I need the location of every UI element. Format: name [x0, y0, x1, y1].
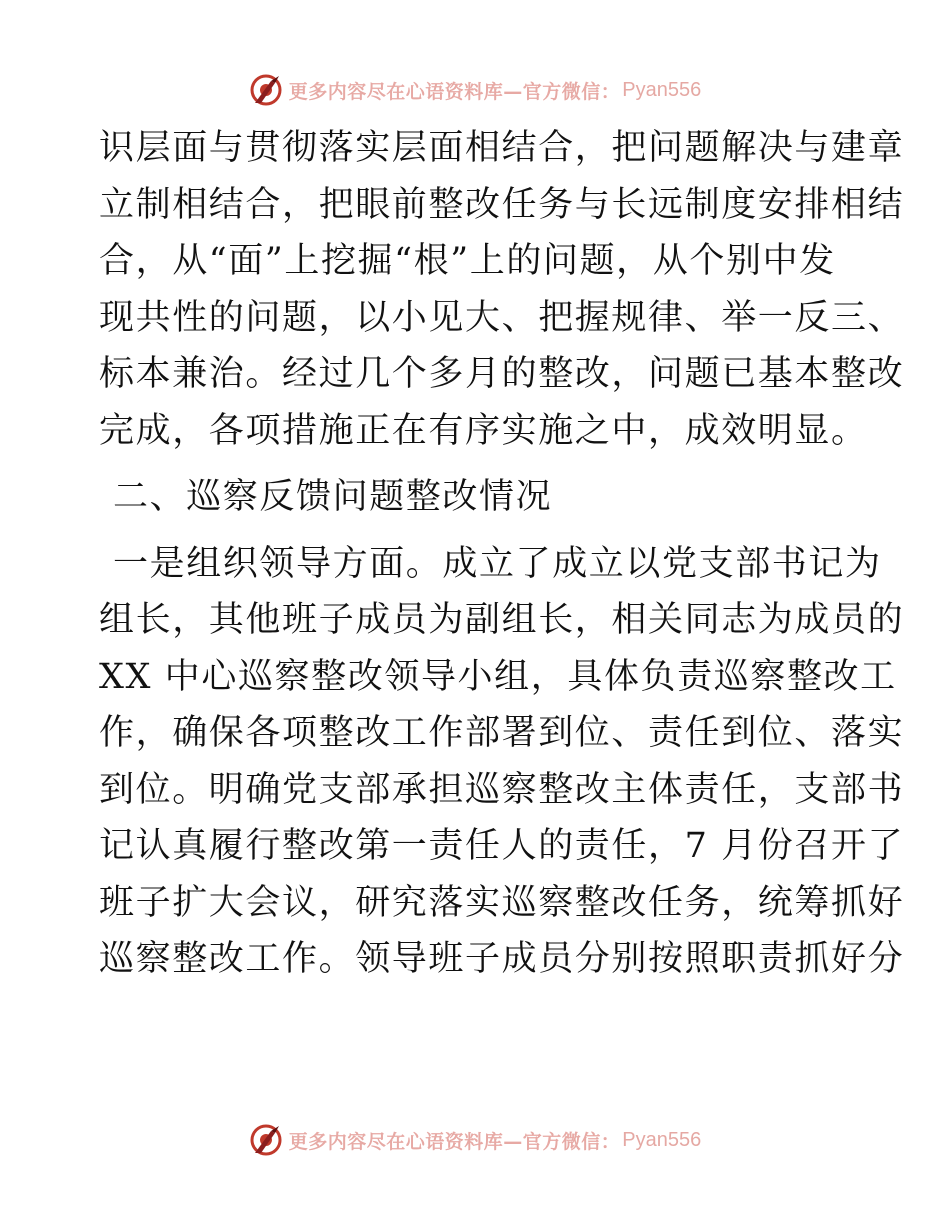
- quill-seal-icon: [249, 1123, 283, 1157]
- text-line: 合，从“面”上挖掘“根”上的问题，从个别中发: [99, 241, 836, 281]
- banner-wechat-id: Pyan556: [622, 1128, 702, 1151]
- section-heading: 二、巡察反馈问题整改情况: [113, 477, 553, 517]
- quill-seal-icon: [249, 73, 283, 107]
- text-line: 作，确保各项整改工作部署到位、责任到位、落实: [99, 713, 905, 753]
- text-line: 现共性的问题，以小见大、把握规律、举一反三、: [99, 297, 905, 338]
- text-line: 识层面与贯彻落实层面相结合，把问题解决与建章: [99, 128, 905, 168]
- text-line: 立制相结合，把眼前整改任务与长远制度安排相结: [99, 184, 905, 225]
- banner-text: 更多内容尽在心语资料库—官方微信：: [288, 1130, 621, 1153]
- text-line: 班子扩大会议，研究落实巡察整改任务，统筹抓好: [99, 882, 905, 923]
- banner-text: 更多内容尽在心语资料库—官方微信：: [288, 80, 621, 103]
- header-watermark-banner: [0, 70, 950, 110]
- text-line: 一是组织领导方面。成立了成立以党支部书记为: [113, 543, 882, 584]
- text-line: 到位。明确党支部承担巡察整改主体责任，支部书: [99, 769, 905, 810]
- text-line: 标本兼治。经过几个多月的整改，问题已基本整改: [99, 354, 905, 394]
- text-line: XX 中心巡察整改领导小组，具体负责巡察整改工: [99, 656, 897, 697]
- footer-watermark-banner: [0, 1120, 950, 1160]
- text-line: 记认真履行整改第一责任人的责任，7 月份召开了: [99, 826, 905, 866]
- text-line: 组长，其他班子成员为副组长，相关同志为成员的: [99, 600, 905, 640]
- text-line: 巡察整改工作。领导班子成员分别按照职责抓好分: [99, 939, 905, 979]
- document-body: [99, 120, 905, 988]
- banner-wechat-id: Pyan556: [622, 78, 702, 101]
- text-line: 完成，各项措施正在有序实施之中，成效明显。: [99, 410, 868, 451]
